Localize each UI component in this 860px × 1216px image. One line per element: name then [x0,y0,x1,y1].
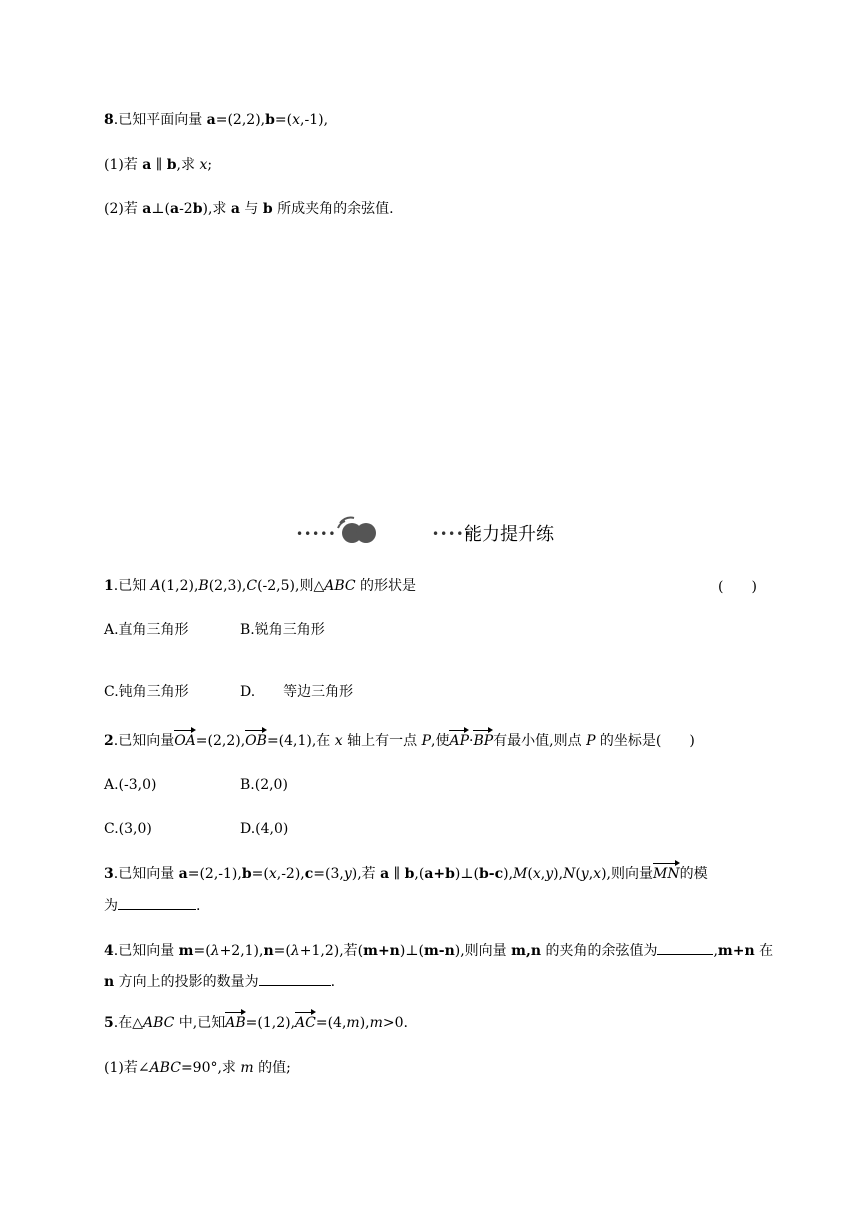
var-x: x [334,733,343,749]
vector-m: m [178,943,194,959]
text: =(3, [313,866,344,882]
text: ), [359,1015,370,1031]
dots-right: ••••• [432,527,473,541]
text: =(2,2), [215,112,266,128]
text: (1)若∠ [104,1060,150,1076]
q8-stem [104,110,328,130]
vector-c: c [304,866,314,882]
var-lambda: λ [210,943,220,959]
text: (2,3), [208,578,247,594]
text: =(4, [315,1015,347,1031]
text: 的模 [679,866,708,882]
q1-option-D: D. 等边三角形 [240,684,354,700]
vector-a: a [142,157,152,173]
text: 的坐标是( ) [595,733,695,749]
text: (1)若 [104,157,143,173]
vector-OB: OB [245,733,267,749]
point-P: P [586,733,596,749]
answer-blank[interactable] [259,971,331,986]
text: 所成夹角的余弦值. [272,201,394,217]
var-y: y [343,866,352,882]
point-M: M [513,866,528,882]
question-number: 3 [104,866,114,882]
point-C: C [246,578,258,594]
text: (2)若 [104,201,143,217]
q2-option-D: D.(4,0) [240,821,289,837]
text: =( [274,112,293,128]
q5-stem [104,1013,408,1033]
text: . [330,974,336,990]
text: ,使 [431,733,450,749]
triangle-ABC: ABC [324,578,356,594]
text: ∥ [151,157,167,173]
vector-a: a [170,201,180,217]
point-P: P [421,733,431,749]
text: ),则向量 [454,943,512,959]
point-A: A [150,578,161,594]
question-number: 4 [104,943,114,959]
text: ),则向量 [601,866,653,882]
point-B: B [198,578,209,594]
var-x: x [268,866,277,882]
vector-a: a [380,866,390,882]
text: 为 [104,898,118,914]
text: . [196,898,201,914]
dot-operator: · [468,733,474,749]
section-badge-icon [334,514,380,548]
text: +2,1), [219,943,264,959]
point-N: N [563,866,576,882]
vector-m-plus-n: m+n [717,943,755,959]
vector-n: n [263,943,274,959]
text: =( [251,866,269,882]
q5-part1 [104,1058,291,1078]
question-number: 1 [104,578,114,594]
vector-b: b [404,866,415,882]
vector-b: b [265,112,275,128]
question-number: 8 [104,112,114,128]
vector-a: a [206,112,216,128]
vector-m-plus-n: m+n [363,943,400,959]
answer-blank[interactable] [657,940,713,955]
answer-blank[interactable] [118,895,196,910]
text: 在 [754,943,774,959]
q2-option-A: A.(-3,0) [104,777,157,793]
text: ), [503,866,514,882]
text: .已知 [113,578,151,594]
text: ),求 [202,201,231,217]
text: ), [553,866,564,882]
question-number: 2 [104,733,114,749]
text: ,-1), [300,112,329,128]
text: >0. [382,1015,408,1031]
dots-left: ••••• [296,527,337,541]
text: =(2,2), [195,733,246,749]
q8-part2 [104,199,394,219]
q1-option-A: A.直角三角形 [104,622,189,638]
text: 有最小值,则点 [493,733,587,749]
var-x: x [199,157,208,173]
answer-paren: ( ) [718,579,757,595]
text: , [540,866,546,882]
vector-a: a [142,201,152,217]
question-number: 5 [104,1015,114,1031]
text: , [588,866,594,882]
vector-b: b [192,201,203,217]
q4-stem-cont [104,971,335,992]
text: ( [575,866,581,882]
q1-stem [104,576,416,596]
vector-b: b [166,157,177,173]
text: ( [527,866,533,882]
vector-a: a [230,201,240,217]
text: (-2,5),则△ [257,578,325,594]
var-y: y [545,866,554,882]
q2-option-C: C.(3,0) [104,821,152,837]
text: =( [193,943,211,959]
text: 方向上的投影的数量为 [114,974,259,990]
vectors-m-n: m,n [511,943,542,959]
section-banner [296,514,576,548]
vector-OA: OA [174,733,196,749]
text: =90°,求 [180,1060,241,1076]
text: ,求 [176,157,200,173]
var-m: m [240,1060,254,1076]
q2-option-B: B.(2,0) [240,777,288,793]
q8-part1 [104,155,212,175]
text: )⊥( [454,866,479,882]
text: .已知向量 [113,733,175,749]
vector-m-minus-n: m-n [423,943,455,959]
q1-option-C: C.钝角三角形 [104,684,189,700]
vector-AC: AC [295,1015,316,1031]
var-y: y [580,866,589,882]
text: .在△ [113,1015,143,1031]
text: 中,已知 [174,1015,226,1031]
text: ; [207,157,213,173]
text: .已知向量 [113,866,179,882]
text: ,( [414,866,425,882]
text: =(4,1),在 [266,733,335,749]
text: =(2,-1), [187,866,242,882]
text: ⊥( [151,201,170,217]
text: 与 [239,201,263,217]
var-m: m [346,1015,360,1031]
var-lambda: λ [290,943,300,959]
text: =(1,2), [245,1015,296,1031]
vector-a-plus-b: a+b [424,866,455,882]
vector-b-minus-c: b-c [479,866,504,882]
q4-stem [104,940,773,961]
text: (1,2), [160,578,199,594]
q2-stem [104,731,695,751]
text: )⊥( [399,943,424,959]
text: 的值; [253,1060,291,1076]
var-x: x [532,866,541,882]
section-title: 能力提升练 [464,524,554,545]
q3-stem [104,864,708,884]
q1-option-B: B.锐角三角形 [240,622,325,638]
vector-AB: AB [225,1015,246,1031]
angle-ABC: ABC [149,1060,181,1076]
text: ∥ [389,866,405,882]
vector-b: b [262,201,273,217]
text: =( [273,943,291,959]
var-x: x [292,112,301,128]
text: ,-2), [276,866,305,882]
text: +1,2),若( [299,943,364,959]
vector-b: b [241,866,252,882]
var-x: x [593,866,602,882]
vector-a: a [178,866,188,882]
text: -2 [179,201,193,217]
triangle-ABC: ABC [142,1015,175,1031]
text: 的夹角的余弦值为 [541,943,658,959]
text: .已知平面向量 [113,112,207,128]
text: , [713,943,718,959]
var-m: m [369,1015,383,1031]
text: .已知向量 [113,943,179,959]
text: ),若 [351,866,381,882]
vector-AP: AP [449,733,469,749]
text: 的形状是 [355,578,417,594]
vector-n: n [104,974,115,990]
q3-stem-cont [104,895,200,916]
vector-MN: MN [652,866,680,882]
vector-BP: BP [473,733,494,749]
text: 轴上有一点 [342,733,422,749]
